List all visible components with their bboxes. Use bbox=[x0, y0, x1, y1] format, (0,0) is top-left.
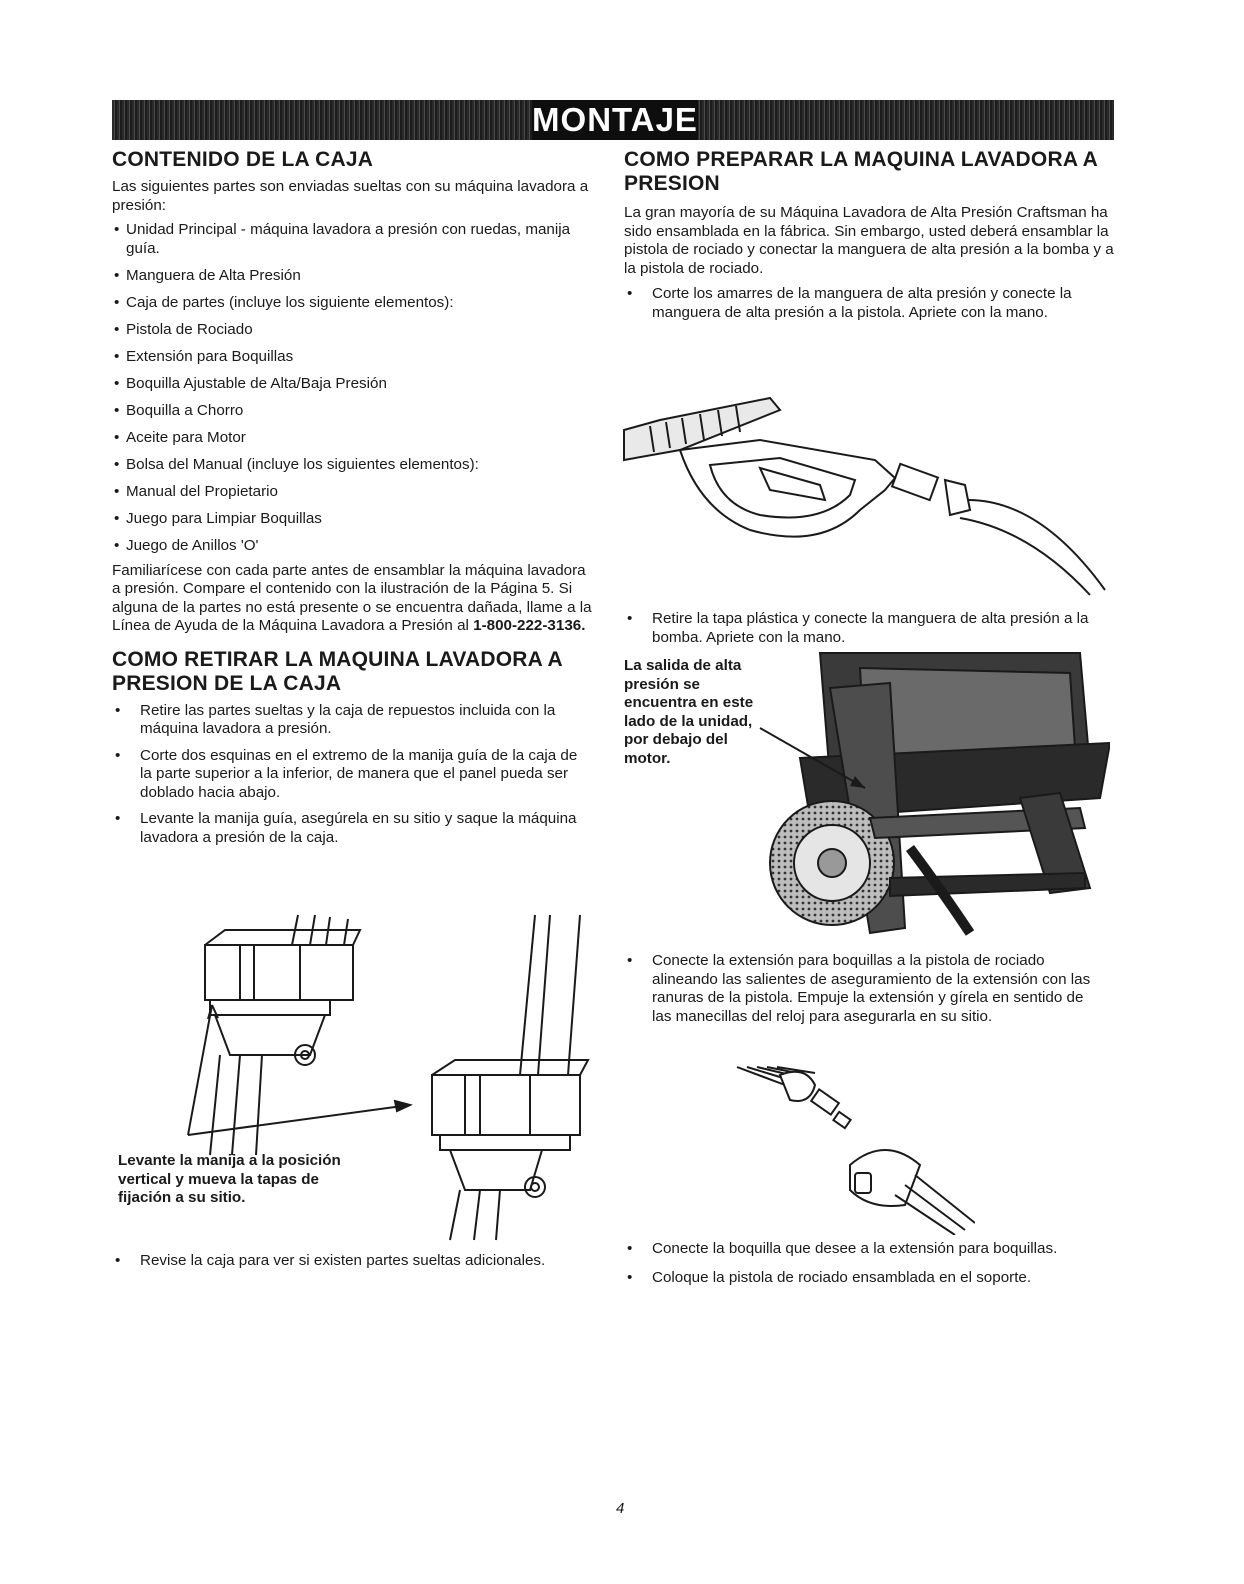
list-item: • Revise la caja para ver si existen partes sueltas adicionales. bbox=[112, 1252, 562, 1271]
page-number: 4 bbox=[616, 1500, 625, 1517]
list-item: • Conecte la extensión para boquillas a la pistola de rociado alineando las salientes de aseguramiento de la extensión con las ranuras de la pistola. Empuje la extensión y gírela en sentido de las manecillas del reloj para asegurarla en su sitio. bbox=[624, 952, 1104, 1026]
list-item: • Pistola de Rociado bbox=[112, 321, 592, 340]
prep-step-2 bbox=[624, 610, 1104, 647]
section-title: MONTAJE bbox=[532, 101, 698, 138]
list-item: • Extensión para Boquillas bbox=[112, 348, 592, 367]
list-item: • Manguera de Alta Presión bbox=[112, 267, 592, 286]
prep-heading: COMO PREPARAR LA MAQUINA LAVADORA A PRESION bbox=[624, 148, 1098, 195]
list-item: • Boquilla a Chorro bbox=[112, 402, 592, 421]
remove-steps bbox=[112, 702, 592, 848]
list-item: • Coloque la pistola de rociado ensamblada en el soporte. bbox=[624, 1269, 1104, 1288]
prep-step-1 bbox=[624, 285, 1114, 322]
contents-list bbox=[112, 221, 592, 555]
list-item: • Bolsa del Manual (incluye los siguientes elementos): bbox=[112, 456, 592, 475]
prep-final-steps bbox=[624, 1240, 1104, 1287]
list-item: • Corte dos esquinas en el extremo de la manija guía de la caja de la parte superior a la inferior, de manera que el panel pueda ser doblado hacia abajo. bbox=[112, 747, 592, 803]
list-item: • Unidad Principal - máquina lavadora a presión con ruedas, manija guía. bbox=[112, 221, 592, 258]
list-item: • Corte los amarres de la manguera de alta presión y conecte la manguera de alta presión a la pistola. Apriete con la mano. bbox=[624, 285, 1114, 322]
list-item: • Caja de partes (incluye los siguiente elementos): bbox=[112, 294, 592, 313]
list-item: • Retire las partes sueltas y la caja de repuestos incluida con la máquina lavadora a presión. bbox=[112, 702, 592, 739]
spray-gun-illustration bbox=[620, 390, 1110, 605]
list-item: • Manual del Propietario bbox=[112, 483, 592, 502]
remove-final-step bbox=[112, 1252, 562, 1271]
list-item: • Levante la manija guía, asegúrela en su sitio y saque la máquina lavadora a presión de la caja. bbox=[112, 810, 592, 847]
list-item: • Aceite para Motor bbox=[112, 429, 592, 448]
list-item: • Juego para Limpiar Boquillas bbox=[112, 510, 592, 529]
prep-intro: La gran mayoría de su Máquina Lavadora de Alta Presión Craftsman ha sido ensamblada en la fábrica. Sin embargo, usted deberá ensamblar la pistola de rociado y conectar la manguera de alta presión a la bomba y a la pistola de rociado. bbox=[624, 204, 1114, 277]
list-item: • Retire la tapa plástica y conecte la manguera de alta presión a la bomba. Apriete con la mano. bbox=[624, 610, 1104, 647]
outlet-caption: La salida de alta presión se encuentra en este lado de la unidad, por debajo del motor. bbox=[624, 657, 754, 767]
left-column bbox=[112, 148, 592, 847]
right-column bbox=[624, 148, 1114, 322]
nozzle-extension-illustration bbox=[735, 1065, 975, 1235]
list-item: • Juego de Anillos 'O' bbox=[112, 537, 592, 556]
helpline-phone: 1-800-222-3136. bbox=[473, 617, 586, 634]
list-item: • Boquilla Ajustable de Alta/Baja Presión bbox=[112, 375, 592, 394]
remove-heading: COMO RETIRAR LA MAQUINA LAVADORA A PRESION DE LA CAJA bbox=[112, 647, 563, 695]
prep-step-3 bbox=[624, 952, 1104, 1026]
list-item: • Conecte la boquilla que desee a la extensión para boquillas. bbox=[624, 1240, 1104, 1259]
contents-intro: Las siguientes partes son enviadas sueltas con su máquina lavadora a presión: bbox=[112, 178, 589, 214]
handle-caption: Levante la manija a la posición vertical y mueva la tapas de fijación a su sitio. bbox=[118, 1152, 341, 1206]
contents-note: Familiarícese con cada parte antes de ensamblar la máquina lavadora a presión. Compare el contenido con la ilustración de la Página 5. Si alguna de la partes no está presente o se encuentra dañada, llame a la Línea de Ayuda de la Máquina Lavadora a Presión al 1-800-222-3136. bbox=[112, 561, 592, 634]
contents-heading: CONTENIDO DE LA CAJA bbox=[112, 148, 374, 171]
section-banner bbox=[112, 100, 1114, 140]
pressure-washer-illustration bbox=[740, 648, 1110, 940]
